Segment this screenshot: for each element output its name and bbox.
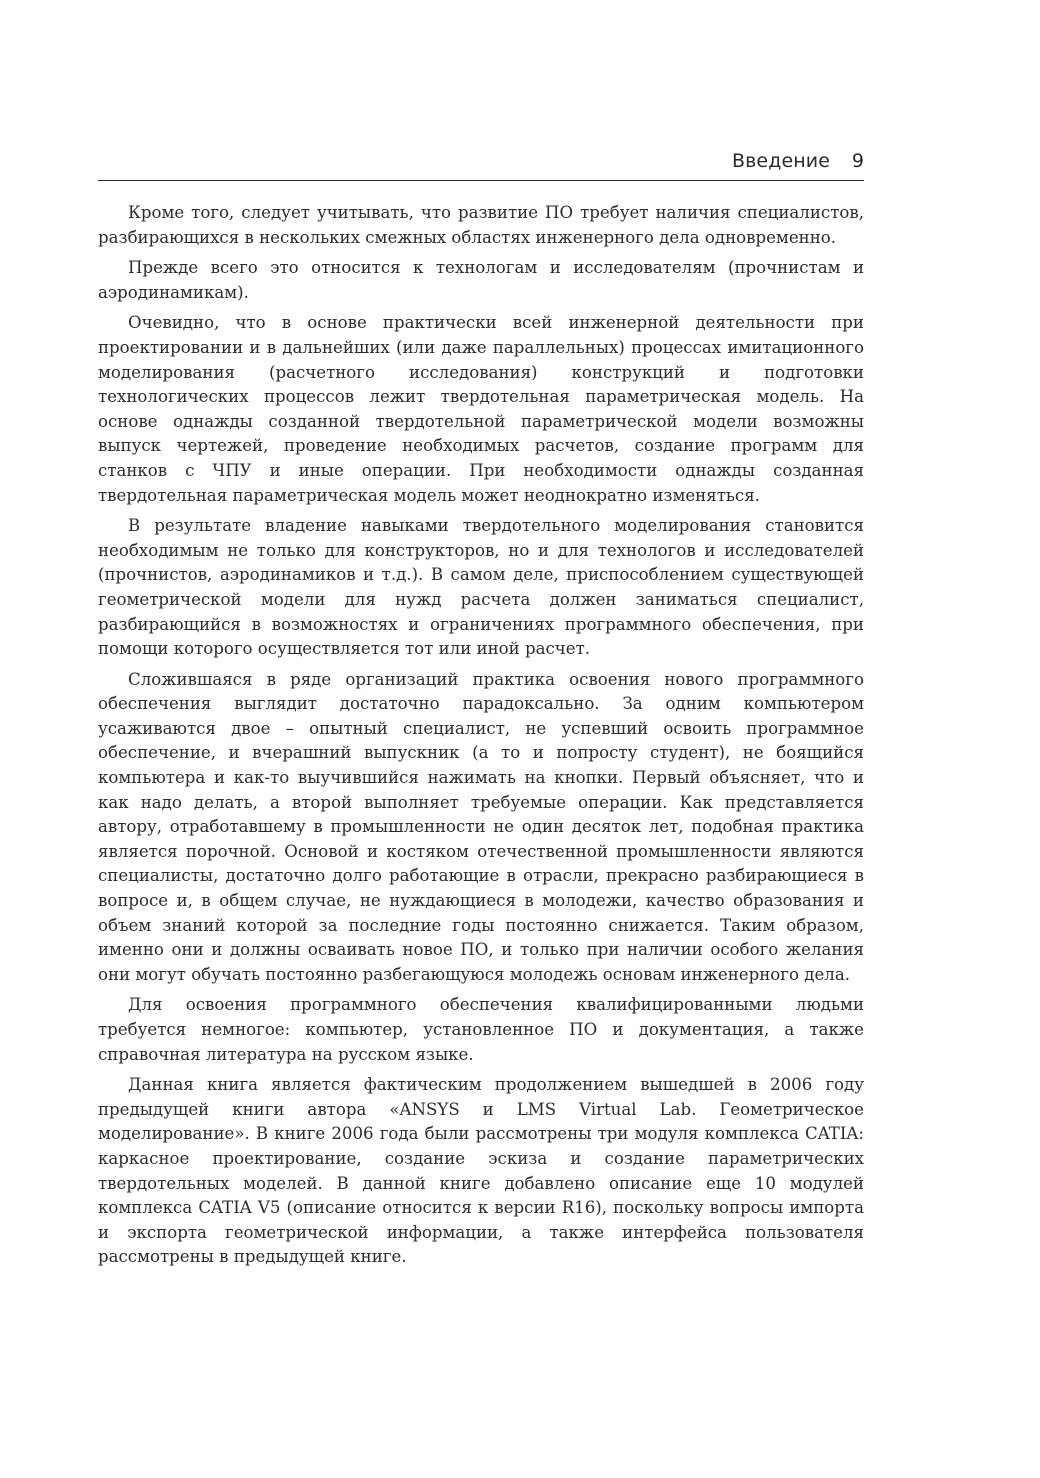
- paragraph: Прежде всего это относится к технологам и исследователям (прочнистам и аэродинамикам).: [98, 258, 864, 302]
- page-number: 9: [851, 150, 864, 172]
- paragraph: Кроме того, следует учитывать, что развитие ПО требует наличия специалистов, разбирающихся в нескольких смежных областях инженерного дела одновременно.: [98, 203, 864, 247]
- paragraph: В результате владение навыками твердотельного моделирования становится необходимым не только для конструкторов, но и для технологов и исследователей (прочнистов, аэродинамиков и т.д.). В самом деле, приспособлением существующей геометрической модели для нужд расчета должен заниматься специалист, разбирающийся в возможностях и ограничениях программного обеспечения, при помощи которого осуществляется тот или иной расчет.: [98, 516, 864, 659]
- running-header: [98, 146, 864, 181]
- paragraph: Данная книга является фактическим продолжением вышедшей в 2006 году предыдущей книги автора «ANSYS и LMS Virtual Lab. Геометрическое моделирование». В книге 2006 года были рассмотрены три модуля комплекса CATIA: каркасное проектирование, создание эскиза и создание параметрических твердотельных моделей. В данной книге добавлено описание еще 10 модулей комплекса CATIA V5 (описание относится к версии R16), поскольку вопросы импорта и экспорта геометрической информации, а также интерфейса пользователя рассмотрены в предыдущей книге.: [98, 1075, 864, 1267]
- paragraph: Очевидно, что в основе практически всей инженерной деятельности при проектировании и в дальнейших (или даже параллельных) процессах имитационного моделирования (расчетного исследования) конструкций и подготовки технологических процессов лежит твердотельная параметрическая модель. На основе однажды созданной твердотельной параметрической модели возможны выпуск чертежей, проведение необходимых расчетов, создание программ для станков с ЧПУ и иные операции. При необходимости однажды созданная твердотельная параметрическая модель может неоднократно изменяться.: [98, 313, 864, 505]
- paragraph: Сложившаяся в ряде организаций практика освоения нового программного обеспечения выглядит достаточно парадоксально. За одним компьютером усаживаются двое – опытный специалист, не успевший освоить программное обеспечение, и вчерашний выпускник (а то и попросту студент), не боящийся компьютера и как-то выучившийся нажимать на кнопки. Первый объясняет, что и как надо делать, а второй выполняет требуемые операции. Как представляется автору, отработавшему в промышленности не один десяток лет, подобная практика является порочной. Основой и костяком отечественной промышленности являются специалисты, достаточно долго работающие в отрасли, прекрасно разбирающиеся в вопросе и, в общем случае, не нуждающиеся в молодежи, качество образования и объем знаний которой за последние годы постоянно снижается. Таким образом, именно они и должны осваивать новое ПО, и только при наличии особого желания они могут обучать постоянно разбегающуюся молодежь основам инженерного дела.: [98, 669, 864, 984]
- section-title: Введение: [731, 150, 830, 172]
- paragraph: Для освоения программного обеспечения квалифицированными людьми требуется немногое: компьютер, установленное ПО и документация, а также справочная литература на русском языке.: [98, 995, 864, 1064]
- body-text: [98, 201, 864, 1276]
